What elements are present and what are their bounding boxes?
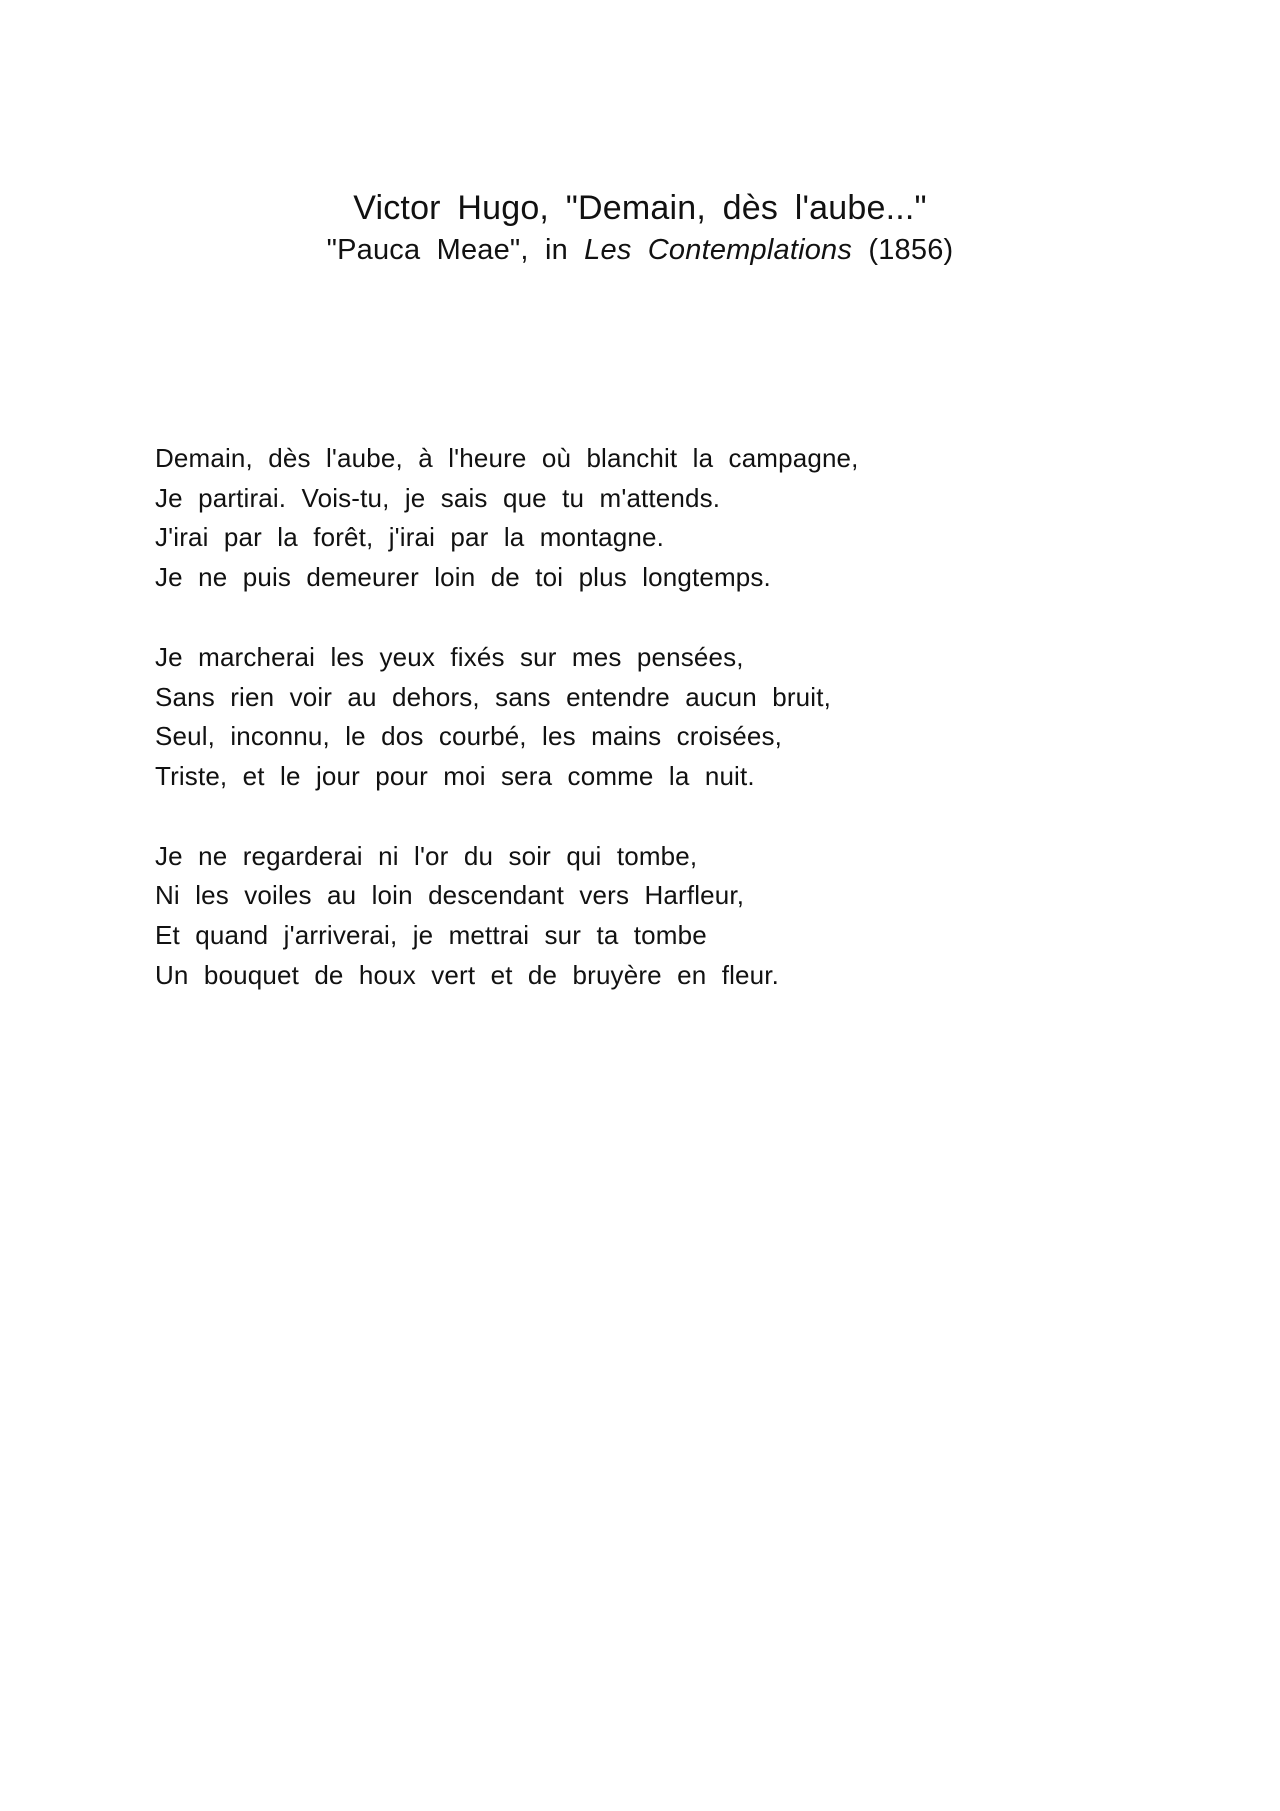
verse-line: Triste, et le jour pour moi sera comme la nuit. bbox=[155, 760, 755, 791]
verse-line: Je marcherai les yeux fixés sur mes pensées, bbox=[155, 641, 744, 672]
source-prefix: "Pauca Meae", in bbox=[326, 234, 585, 266]
poem-title: Victor Hugo, "Demain, dès l'aube..." bbox=[353, 189, 927, 227]
verse-line: Et quand j'arriverai, je mettrai sur ta tombe bbox=[155, 920, 707, 951]
poem-body bbox=[155, 439, 1155, 1035]
source-year: (1856) bbox=[852, 234, 954, 266]
verse-line: Je ne puis demeurer loin de toi plus longtemps. bbox=[155, 562, 771, 593]
stanza-1 bbox=[155, 439, 1155, 598]
verse-line: J'irai par la forêt, j'irai par la montagne. bbox=[155, 522, 664, 553]
verse-line: Je partirai. Vois-tu, je sais que tu m'attends. bbox=[155, 482, 721, 513]
poem-source bbox=[0, 230, 1280, 270]
verse-line: Un bouquet de houx vert et de bruyère en fleur. bbox=[155, 959, 779, 990]
verse-line: Sans rien voir au dehors, sans entendre aucun bruit, bbox=[155, 681, 831, 712]
verse-line: Seul, inconnu, le dos courbé, les mains croisées, bbox=[155, 721, 782, 752]
source-work-title: Les Contemplations bbox=[584, 234, 853, 266]
stanza-2 bbox=[155, 638, 1155, 797]
stanza-3 bbox=[155, 837, 1155, 996]
document-header bbox=[0, 186, 1280, 270]
verse-line: Demain, dès l'aube, à l'heure où blanchit la campagne, bbox=[155, 443, 859, 473]
verse-line: Je ne regarderai ni l'or du soir qui tombe, bbox=[155, 840, 698, 871]
verse-line: Ni les voiles au loin descendant vers Harfleur, bbox=[155, 880, 745, 911]
